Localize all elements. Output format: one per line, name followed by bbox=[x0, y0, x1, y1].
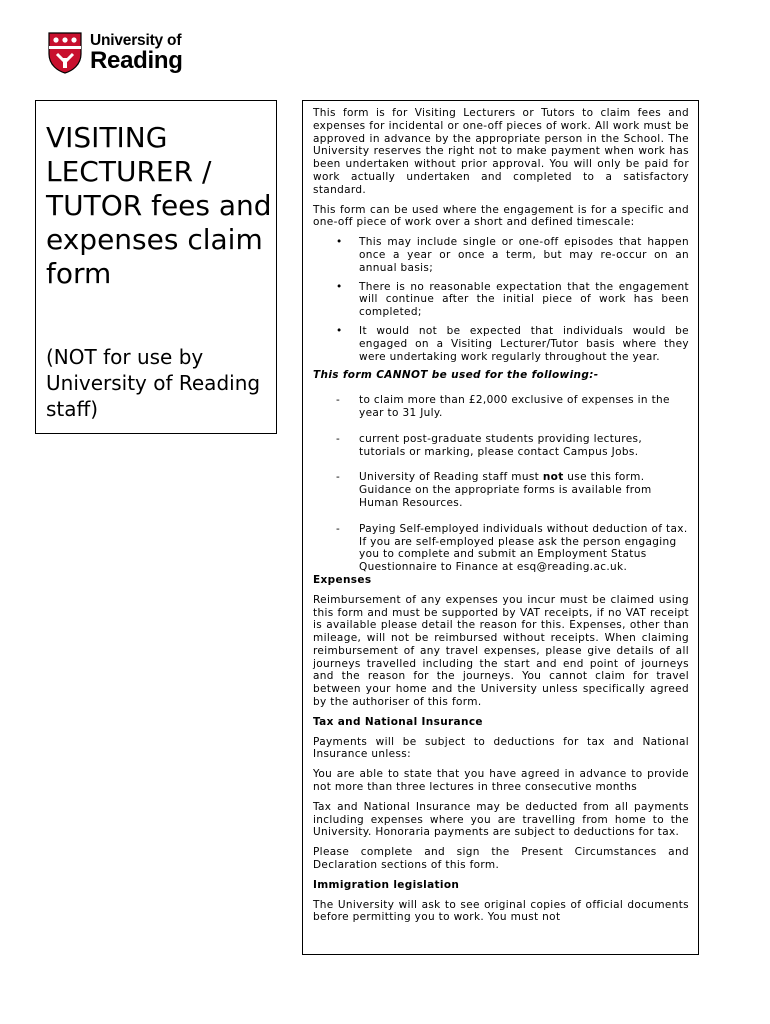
intro-paragraph: This form is for Visiting Lecturers or Tutors to claim fees and expenses for incidental or one-off pieces of work. All work must be approved in advance by the appropriate person in the School. The University reserves the right not to make payment when work has been undertaken without prior approval. You will only be paid for work actually undertaken and completed to a satisfactory standard. bbox=[313, 107, 689, 196]
list-item bbox=[313, 325, 689, 363]
info-panel-content bbox=[313, 107, 689, 931]
cannot-item-text: to claim more than £2,000 exclusive of expenses in the year to 31 July. bbox=[359, 394, 670, 419]
list-item bbox=[313, 394, 689, 420]
expenses-paragraph: Reimbursement of any expenses you incur must be claimed using this form and must be supported by VAT receipts, if no VAT receipt is available please detail the reason for this. Expenses, other than mileage, will not be reimbursed without receipts. When claiming reimbursement of any travel expenses, please give details of all journeys travelled including the start and end point of journeys and the reason for the journeys. You cannot claim for travel between your home and the University unless specifically agreed by the authoriser of this form. bbox=[313, 593, 689, 709]
bullet-icon: • bbox=[336, 324, 343, 337]
cannot-item-text-end: use this form. Guidance on the appropriate forms is available from Human Resources. bbox=[359, 471, 652, 509]
title-box bbox=[35, 100, 277, 434]
expenses-heading: Expenses bbox=[313, 573, 372, 586]
bullet-text: There is no reasonable expectation that the engagement will continue after the initial piece of work has been completed; bbox=[359, 280, 689, 319]
bullet-text: This may include single or one-off episodes that happen once a year or once a term, but may re-occur on an annual basis; bbox=[359, 236, 689, 274]
bullet-text: It would not be expected that individuals would be engaged on a Visiting Lecturer/Tutor basis where they were undertaking work regularly throughout the year. bbox=[359, 324, 689, 363]
university-logo bbox=[48, 30, 208, 78]
info-panel bbox=[302, 100, 699, 955]
tax-paragraph-1: Payments will be subject to deductions for tax and National Insurance unless: bbox=[313, 735, 689, 761]
crest-icon bbox=[48, 32, 82, 74]
usage-paragraph: This form can be used where the engagement is for a specific and one-off piece of work over a short and defined timescale: bbox=[313, 203, 689, 229]
bullet-icon: • bbox=[336, 236, 343, 249]
logo-line-1: University of bbox=[90, 32, 182, 49]
list-item bbox=[313, 433, 689, 459]
cannot-item-text: current post-graduate students providing lectures, tutorials or marking, please contact Campus Jobs. bbox=[359, 432, 643, 458]
cannot-item-text: Paying Self-employed individuals without deduction of tax. If you are self-employed please ask the person engaging you to complete and submit an Employment Status Questionnaire to Finance at esq@reading.ac.uk. bbox=[359, 522, 688, 574]
list-item bbox=[313, 281, 689, 319]
dash-icon: - bbox=[336, 471, 341, 484]
tax-paragraph-4: Please complete and sign the Present Circumstances and Declaration sections of this form. bbox=[313, 846, 689, 872]
dash-icon: - bbox=[336, 432, 341, 445]
form-title: VISITING LECTURER / TUTOR fees and expenses claim form bbox=[46, 121, 272, 290]
cannot-use-list bbox=[313, 394, 689, 574]
cannot-item-text-start: University of Reading staff must bbox=[359, 471, 543, 484]
cannot-use-heading: This form CANNOT be used for the following:- bbox=[313, 369, 599, 382]
logo-line-2: Reading bbox=[90, 47, 183, 74]
usage-bullet-list bbox=[313, 236, 689, 363]
tax-heading: Tax and National Insurance bbox=[313, 715, 483, 728]
bullet-icon: • bbox=[336, 280, 343, 293]
list-item bbox=[313, 471, 689, 509]
list-item bbox=[313, 236, 689, 274]
cannot-item-emphasis: not bbox=[542, 471, 564, 484]
list-item bbox=[313, 523, 689, 574]
staff-note: (NOT for use by University of Reading staff) bbox=[46, 345, 261, 421]
dash-icon: - bbox=[336, 394, 341, 407]
immigration-heading: Immigration legislation bbox=[313, 878, 460, 891]
tax-paragraph-2: You are able to state that you have agreed in advance to provide not more than three lectures in three consecutive months bbox=[313, 768, 689, 794]
dash-icon: - bbox=[336, 522, 341, 535]
tax-paragraph-3: Tax and National Insurance may be deducted from all payments including expenses where you are travelling from home to the University. Honoraria payments are subject to deductions for tax. bbox=[313, 800, 689, 839]
immigration-paragraph: The University will ask to see original copies of official documents before permitting you to work. You must not bbox=[313, 898, 689, 924]
